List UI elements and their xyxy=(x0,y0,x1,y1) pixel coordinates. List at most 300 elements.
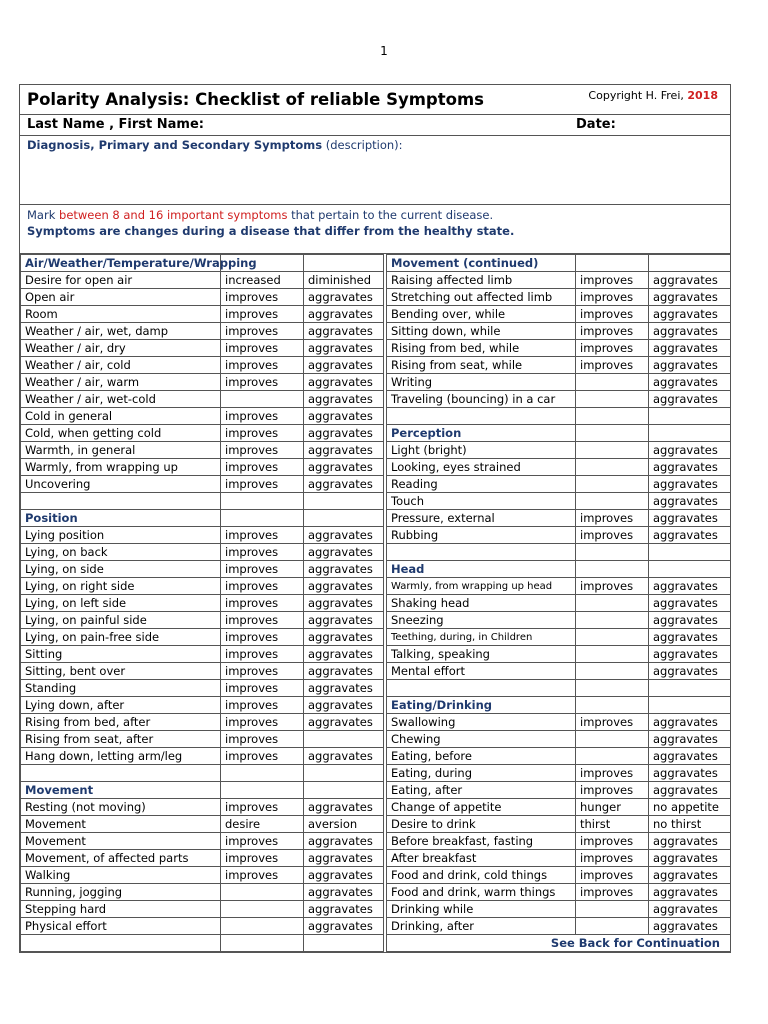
option-cell[interactable]: improves xyxy=(221,850,304,867)
empty-cell xyxy=(576,901,649,918)
option-cell[interactable]: aggravates xyxy=(649,765,731,782)
option-cell[interactable]: improves xyxy=(221,476,304,493)
option-cell[interactable]: aggravates xyxy=(304,561,384,578)
empty-cell xyxy=(221,510,304,527)
table-row xyxy=(21,323,731,340)
option-cell[interactable]: aggravates xyxy=(649,340,731,357)
option-cell[interactable]: improves xyxy=(221,306,304,323)
empty-cell xyxy=(576,425,649,442)
section-header: Movement (continued) xyxy=(387,255,576,272)
symptom-label: Lying, on side xyxy=(21,561,221,578)
symptom-label: Rising from bed, while xyxy=(387,340,576,357)
symptom-label: Lying, on right side xyxy=(21,578,221,595)
option-cell[interactable]: improves xyxy=(221,340,304,357)
option-cell[interactable]: thirst xyxy=(576,816,649,833)
empty-cell xyxy=(221,918,304,935)
symptom-label: Talking, speaking xyxy=(387,646,576,663)
instructions xyxy=(20,205,730,254)
form-title: Polarity Analysis: Checklist of reliable Symptoms xyxy=(27,90,484,109)
option-cell[interactable]: aggravates xyxy=(304,612,384,629)
option-cell[interactable]: improves xyxy=(221,323,304,340)
empty-cell xyxy=(649,697,731,714)
option-cell[interactable]: improves xyxy=(221,442,304,459)
option-cell[interactable]: aggravates xyxy=(649,833,731,850)
empty-cell xyxy=(576,748,649,765)
symptom-label: Weather / air, cold xyxy=(21,357,221,374)
symptom-label: Pressure, external xyxy=(387,510,576,527)
option-cell[interactable]: improves xyxy=(221,867,304,884)
option-cell[interactable]: aggravates xyxy=(304,442,384,459)
option-cell[interactable]: improves xyxy=(221,646,304,663)
table-row xyxy=(21,391,731,408)
symptom-label: Sitting down, while xyxy=(387,323,576,340)
title-row xyxy=(20,85,730,115)
option-cell[interactable]: aggravates xyxy=(304,629,384,646)
option-cell[interactable]: aggravates xyxy=(649,748,731,765)
symptom-label: Lying, on painful side xyxy=(21,612,221,629)
empty-cell xyxy=(576,680,649,697)
option-cell[interactable]: aggravates xyxy=(304,323,384,340)
symptom-label xyxy=(387,544,576,561)
option-cell[interactable]: improves xyxy=(221,425,304,442)
symptom-label: Desire for open air xyxy=(21,272,221,289)
option-cell[interactable]: improves xyxy=(221,748,304,765)
option-cell[interactable]: improves xyxy=(576,340,649,357)
option-cell[interactable]: aggravates xyxy=(649,867,731,884)
symptom-label: Food and drink, cold things xyxy=(387,867,576,884)
footer-row xyxy=(21,935,731,952)
option-cell[interactable]: aggravates xyxy=(649,510,731,527)
option-cell[interactable]: improves xyxy=(576,765,649,782)
symptom-label: Eating, before xyxy=(387,748,576,765)
symptom-label: Warmly, from wrapping up xyxy=(21,459,221,476)
copyright-year: 2018 xyxy=(687,89,718,102)
option-cell[interactable]: aggravates xyxy=(649,663,731,680)
option-cell[interactable]: aggravates xyxy=(304,425,384,442)
option-cell[interactable]: aggravates xyxy=(304,391,384,408)
symptom-label: Sitting xyxy=(21,646,221,663)
option-cell[interactable]: aggravates xyxy=(649,850,731,867)
option-cell[interactable]: improves xyxy=(221,595,304,612)
option-cell[interactable]: aggravates xyxy=(304,595,384,612)
symptom-label: Rising from bed, after xyxy=(21,714,221,731)
table-row xyxy=(21,442,731,459)
empty-cell xyxy=(576,918,649,935)
table-row xyxy=(21,714,731,731)
option-cell[interactable]: improves xyxy=(221,408,304,425)
empty-cell xyxy=(649,680,731,697)
table-row xyxy=(21,408,731,425)
empty-cell xyxy=(221,782,304,799)
empty-cell xyxy=(576,595,649,612)
empty-cell xyxy=(576,663,649,680)
option-cell[interactable]: aggravates xyxy=(304,476,384,493)
option-cell[interactable]: aggravates xyxy=(649,357,731,374)
option-cell[interactable]: aggravates xyxy=(649,391,731,408)
option-cell[interactable]: aggravates xyxy=(649,884,731,901)
symptom-label: Rising from seat, after xyxy=(21,731,221,748)
option-cell[interactable]: aggravates xyxy=(649,476,731,493)
option-cell[interactable]: improves xyxy=(576,357,649,374)
symptom-label xyxy=(387,680,576,697)
option-cell[interactable]: improves xyxy=(576,884,649,901)
option-cell[interactable]: aggravates xyxy=(304,697,384,714)
name-label: Last Name , First Name: xyxy=(27,117,204,132)
instruction-line-2: Symptoms are changes during a disease that differ from the healthy state. xyxy=(27,224,515,238)
copyright-notice xyxy=(588,89,718,102)
option-cell[interactable]: improves xyxy=(576,867,649,884)
symptom-label: Looking, eyes strained xyxy=(387,459,576,476)
symptom-table xyxy=(20,254,731,952)
option-cell[interactable]: aggravates xyxy=(649,782,731,799)
section-header: Head xyxy=(387,561,576,578)
option-cell[interactable]: aggravates xyxy=(649,459,731,476)
table-row xyxy=(21,833,731,850)
option-cell[interactable]: aggravates xyxy=(304,459,384,476)
option-cell[interactable]: aggravates xyxy=(649,272,731,289)
table-row xyxy=(21,850,731,867)
option-cell[interactable]: improves xyxy=(221,544,304,561)
symptom-label: Drinking while xyxy=(387,901,576,918)
symptom-label: Rubbing xyxy=(387,527,576,544)
option-cell[interactable]: aggravates xyxy=(649,493,731,510)
instruction-line-1 xyxy=(27,208,493,222)
empty-cell xyxy=(576,476,649,493)
symptom-label: Stepping hard xyxy=(21,901,221,918)
table-row xyxy=(21,578,731,595)
table-row xyxy=(21,901,731,918)
symptom-label: Weather / air, wet-cold xyxy=(21,391,221,408)
empty-cell xyxy=(649,408,731,425)
option-cell[interactable]: aggravates xyxy=(304,884,384,901)
empty-cell xyxy=(576,255,649,272)
symptom-label xyxy=(21,765,221,782)
table-row xyxy=(21,646,731,663)
checklist-form xyxy=(19,84,731,953)
table-row xyxy=(21,340,731,357)
option-cell[interactable]: improves xyxy=(221,714,304,731)
symptom-label: Change of appetite xyxy=(387,799,576,816)
table-row xyxy=(21,425,731,442)
option-cell[interactable]: aggravates xyxy=(304,867,384,884)
symptom-label: Before breakfast, fasting xyxy=(387,833,576,850)
option-cell[interactable]: aggravates xyxy=(649,323,731,340)
empty-cell xyxy=(304,782,384,799)
option-cell[interactable]: improves xyxy=(576,510,649,527)
option-cell[interactable]: increased xyxy=(221,272,304,289)
empty-cell xyxy=(576,442,649,459)
empty-cell xyxy=(576,629,649,646)
option-cell[interactable]: aggravates xyxy=(649,714,731,731)
option-cell[interactable]: aggravates xyxy=(304,850,384,867)
symptom-label: Running, jogging xyxy=(21,884,221,901)
section-header: Movement xyxy=(21,782,221,799)
table-row xyxy=(21,731,731,748)
table-row xyxy=(21,782,731,799)
option-cell[interactable]: aggravates xyxy=(649,918,731,935)
option-cell[interactable]: improves xyxy=(221,629,304,646)
symptom-label: Open air xyxy=(21,289,221,306)
option-cell[interactable]: aggravates xyxy=(304,289,384,306)
empty-cell xyxy=(576,493,649,510)
symptom-label: Swallowing xyxy=(387,714,576,731)
option-cell[interactable]: improves xyxy=(576,272,649,289)
symptom-label: Movement xyxy=(21,816,221,833)
table-row xyxy=(21,680,731,697)
option-cell[interactable]: aggravates xyxy=(304,374,384,391)
symptom-label: Shaking head xyxy=(387,595,576,612)
option-cell[interactable]: improves xyxy=(576,782,649,799)
table-row xyxy=(21,374,731,391)
option-cell[interactable]: improves xyxy=(221,612,304,629)
symptom-label: Movement xyxy=(21,833,221,850)
empty-cell xyxy=(304,255,384,272)
empty-cell xyxy=(304,731,384,748)
option-cell[interactable]: aggravates xyxy=(304,833,384,850)
option-cell[interactable]: aversion xyxy=(304,816,384,833)
table-row xyxy=(21,748,731,765)
table-row xyxy=(21,289,731,306)
option-cell[interactable]: aggravates xyxy=(304,646,384,663)
option-cell[interactable]: aggravates xyxy=(649,306,731,323)
table-row xyxy=(21,493,731,510)
empty-cell xyxy=(649,561,731,578)
table-row xyxy=(21,884,731,901)
option-cell[interactable]: aggravates xyxy=(649,374,731,391)
option-cell[interactable]: aggravates xyxy=(649,629,731,646)
symptom-label: Chewing xyxy=(387,731,576,748)
symptom-label: Stretching out affected limb xyxy=(387,289,576,306)
option-cell[interactable]: aggravates xyxy=(649,595,731,612)
symptom-label: Reading xyxy=(387,476,576,493)
option-cell[interactable]: aggravates xyxy=(649,901,731,918)
option-cell[interactable]: improves xyxy=(221,663,304,680)
option-cell[interactable]: aggravates xyxy=(304,578,384,595)
option-cell[interactable]: improves xyxy=(221,357,304,374)
symptom-label: Sitting, bent over xyxy=(21,663,221,680)
date-label: Date: xyxy=(576,117,616,132)
option-cell[interactable]: diminished xyxy=(304,272,384,289)
option-cell[interactable]: aggravates xyxy=(649,527,731,544)
symptom-label: Bending over, while xyxy=(387,306,576,323)
table-row xyxy=(21,799,731,816)
option-cell[interactable]: improves xyxy=(221,527,304,544)
symptom-label: Light (bright) xyxy=(387,442,576,459)
option-cell[interactable]: improves xyxy=(576,833,649,850)
symptom-label: Writing xyxy=(387,374,576,391)
section-header: Position xyxy=(21,510,221,527)
option-cell[interactable]: aggravates xyxy=(304,901,384,918)
option-cell[interactable]: improves xyxy=(221,289,304,306)
symptom-label: Traveling (bouncing) in a car xyxy=(387,391,576,408)
symptom-label: After breakfast xyxy=(387,850,576,867)
option-cell[interactable]: aggravates xyxy=(304,799,384,816)
table-row xyxy=(21,629,731,646)
empty-cell xyxy=(21,935,221,952)
empty-cell xyxy=(576,459,649,476)
empty-cell xyxy=(576,646,649,663)
option-cell[interactable]: improves xyxy=(221,697,304,714)
option-cell[interactable]: aggravates xyxy=(649,442,731,459)
diagnosis-hint: (description): xyxy=(325,138,403,152)
option-cell[interactable]: improves xyxy=(576,714,649,731)
empty-cell xyxy=(649,255,731,272)
option-cell[interactable]: no thirst xyxy=(649,816,731,833)
option-cell[interactable]: aggravates xyxy=(304,680,384,697)
symptom-label: Rising from seat, while xyxy=(387,357,576,374)
symptom-label xyxy=(21,493,221,510)
option-cell[interactable]: aggravates xyxy=(304,340,384,357)
empty-cell xyxy=(221,493,304,510)
option-cell[interactable]: aggravates xyxy=(649,731,731,748)
symptom-label: Lying, on pain-free side xyxy=(21,629,221,646)
empty-cell xyxy=(304,935,384,952)
symptom-label: Touch xyxy=(387,493,576,510)
symptom-label: Cold, when getting cold xyxy=(21,425,221,442)
symptom-label: Sneezing xyxy=(387,612,576,629)
symptom-label: Eating, after xyxy=(387,782,576,799)
diagnosis-row[interactable] xyxy=(20,136,730,205)
table-row xyxy=(21,867,731,884)
table-row xyxy=(21,306,731,323)
empty-cell xyxy=(304,765,384,782)
option-cell[interactable]: aggravates xyxy=(304,544,384,561)
table-row xyxy=(21,459,731,476)
symptom-label: Lying down, after xyxy=(21,697,221,714)
option-cell[interactable]: aggravates xyxy=(304,408,384,425)
empty-cell xyxy=(576,731,649,748)
page-number: 1 xyxy=(380,44,388,58)
option-cell[interactable]: improves xyxy=(221,680,304,697)
option-cell[interactable]: aggravates xyxy=(649,646,731,663)
name-row xyxy=(20,115,730,136)
symptom-label: Hang down, letting arm/leg xyxy=(21,748,221,765)
option-cell[interactable]: aggravates xyxy=(304,306,384,323)
empty-cell xyxy=(649,544,731,561)
section-header: Air/Weather/Temperature/Wrapping xyxy=(21,255,221,272)
empty-cell xyxy=(221,765,304,782)
option-cell[interactable]: aggravates xyxy=(649,612,731,629)
empty-cell xyxy=(576,697,649,714)
symptom-label: Lying, on back xyxy=(21,544,221,561)
mark-prefix: Mark xyxy=(27,208,56,222)
symptom-table-body xyxy=(21,255,731,952)
option-cell[interactable]: improves xyxy=(221,731,304,748)
symptom-label: Cold in general xyxy=(21,408,221,425)
table-row xyxy=(21,765,731,782)
option-cell[interactable]: improves xyxy=(576,850,649,867)
symptom-label: Weather / air, wet, damp xyxy=(21,323,221,340)
symptom-label: Weather / air, warm xyxy=(21,374,221,391)
table-row xyxy=(21,272,731,289)
section-header: Eating/Drinking xyxy=(387,697,576,714)
table-row xyxy=(21,544,731,561)
option-cell[interactable]: improves xyxy=(221,578,304,595)
option-cell[interactable]: improves xyxy=(576,578,649,595)
symptom-label: Teething, during, in Children xyxy=(387,629,576,646)
option-cell[interactable]: desire xyxy=(221,816,304,833)
empty-cell xyxy=(649,425,731,442)
symptom-label: Warmly, from wrapping up head xyxy=(387,578,576,595)
symptom-label: Drinking, after xyxy=(387,918,576,935)
symptom-label: Movement, of affected parts xyxy=(21,850,221,867)
option-cell[interactable]: improves xyxy=(221,459,304,476)
copyright-text: Copyright H. Frei, xyxy=(588,89,684,102)
option-cell[interactable]: aggravates xyxy=(304,357,384,374)
empty-cell xyxy=(221,901,304,918)
symptom-label: Physical effort xyxy=(21,918,221,935)
symptom-label: Mental effort xyxy=(387,663,576,680)
symptom-label: Lying position xyxy=(21,527,221,544)
option-cell[interactable]: aggravates xyxy=(649,289,731,306)
table-row xyxy=(21,357,731,374)
mark-suffix: that pertain to the current disease. xyxy=(291,208,494,222)
symptom-label: Food and drink, warm things xyxy=(387,884,576,901)
table-row xyxy=(21,476,731,493)
symptom-label: Uncovering xyxy=(21,476,221,493)
symptom-label: Desire to drink xyxy=(387,816,576,833)
empty-cell xyxy=(576,374,649,391)
table-row xyxy=(21,595,731,612)
empty-cell xyxy=(304,510,384,527)
option-cell[interactable]: improves xyxy=(576,527,649,544)
symptom-label: Eating, during xyxy=(387,765,576,782)
table-row xyxy=(21,527,731,544)
symptom-label: Walking xyxy=(21,867,221,884)
option-cell[interactable]: no appetite xyxy=(649,799,731,816)
option-cell[interactable]: aggravates xyxy=(304,714,384,731)
option-cell[interactable]: aggravates xyxy=(304,663,384,680)
empty-cell xyxy=(576,612,649,629)
symptom-label: Lying, on left side xyxy=(21,595,221,612)
empty-cell xyxy=(304,493,384,510)
diagnosis-label-text: Diagnosis, Primary and Secondary Symptoms xyxy=(27,138,323,152)
option-cell[interactable]: improves xyxy=(576,306,649,323)
diagnosis-label xyxy=(27,138,403,152)
table-row xyxy=(21,612,731,629)
empty-cell xyxy=(576,544,649,561)
empty-cell xyxy=(221,884,304,901)
table-row xyxy=(21,510,731,527)
option-cell[interactable]: hunger xyxy=(576,799,649,816)
option-cell[interactable]: improves xyxy=(221,799,304,816)
option-cell[interactable]: improves xyxy=(576,323,649,340)
symptom-label: Raising affected limb xyxy=(387,272,576,289)
mark-emphasis: between 8 and 16 important symptoms xyxy=(59,208,288,222)
empty-cell xyxy=(576,391,649,408)
option-cell[interactable]: aggravates xyxy=(304,527,384,544)
symptom-label: Warmth, in general xyxy=(21,442,221,459)
empty-cell xyxy=(221,935,304,952)
symptom-label: Weather / air, dry xyxy=(21,340,221,357)
option-cell[interactable]: improves xyxy=(221,374,304,391)
empty-cell xyxy=(576,408,649,425)
option-cell[interactable]: improves xyxy=(576,289,649,306)
symptom-label: Resting (not moving) xyxy=(21,799,221,816)
symptom-label: Room xyxy=(21,306,221,323)
table-row xyxy=(21,918,731,935)
option-cell[interactable]: aggravates xyxy=(304,748,384,765)
option-cell[interactable]: aggravates xyxy=(304,918,384,935)
symptom-label xyxy=(387,408,576,425)
section-header: Perception xyxy=(387,425,576,442)
table-row xyxy=(21,255,731,272)
option-cell[interactable]: aggravates xyxy=(649,578,731,595)
table-row xyxy=(21,816,731,833)
continuation-note: See Back for Continuation xyxy=(387,935,731,952)
option-cell[interactable]: improves xyxy=(221,561,304,578)
option-cell[interactable]: improves xyxy=(221,833,304,850)
